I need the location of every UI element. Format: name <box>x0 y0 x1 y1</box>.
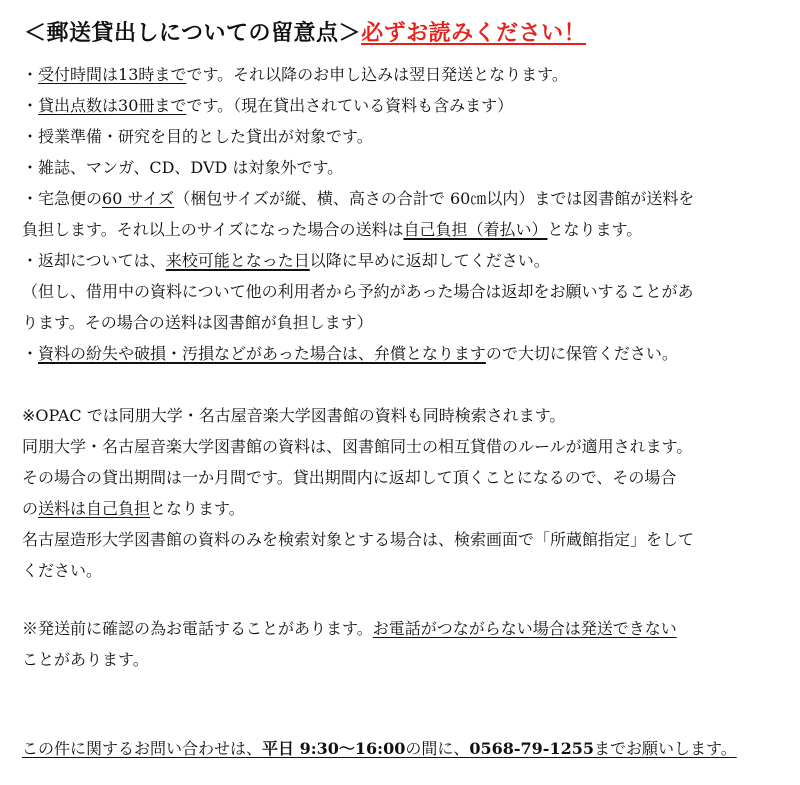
opac-note-3: その場合の貸出期間は一か月間です。貸出期間内に返却して頂くことになるので、その場合 <box>22 468 677 487</box>
rule-return-note-cont: ります。その場合の送料は図書館が負担します） <box>22 313 373 332</box>
contact-info: この件に関するお問い合わせは、平日 9:30～16:00の間に、0568-79-1255までお願いします。 <box>22 739 737 758</box>
opac-note-6: ください。 <box>22 561 103 580</box>
rule-shipping-size: ・宅急便の60 サイズ（梱包サイズが縦、横、高さの合計で 60㎝以内）までは図書館が送料を <box>22 189 695 208</box>
opac-shipping-emph: 送料は自己負担 <box>38 499 151 518</box>
rule-damage-emph: 資料の紛失や破損・汚損などがあった場合は、弁償となります <box>38 344 486 363</box>
phone-note-2: ことがあります。 <box>22 650 149 669</box>
opac-note-4: の送料は自己負担となります。 <box>22 499 245 518</box>
rule-return-emph: 来校可能となった日 <box>165 251 310 270</box>
rule-shipping-cost-emph: 自己負担（着払い） <box>403 220 548 239</box>
rule-return: ・返却については、来校可能となった日以降に早めに返却してください。 <box>22 251 550 270</box>
page-title <box>24 16 794 47</box>
rule-damage: ・資料の紛失や破損・汚損などがあった場合は、弁償となりますので大切に保管ください。 <box>22 344 678 363</box>
rule-loan-limit: ・貸出点数は30冊までです。（現在貸出されている資料も含みます） <box>22 96 514 115</box>
title-warning: 必ずお読みください！ <box>361 21 587 46</box>
phone-note-1: ※発送前に確認の為お電話することがあります。お電話がつながらない場合は発送できない <box>22 619 677 638</box>
rule-shipping-cost: 負担します。それ以上のサイズになった場合の送料は自己負担（着払い）となります。 <box>22 220 643 239</box>
rule-loan-limit-emph: 貸出点数は30冊まで <box>38 96 187 115</box>
title-main: ＜郵送貸出しについての留意点＞ <box>24 21 362 46</box>
contact-phone-number: 0568-79-1255 <box>469 739 594 758</box>
opac-note-1: ※OPAC では同朋大学・名古屋音楽大学図書館の資料も同時検索されます。 <box>22 406 566 425</box>
rule-excluded-items: ・雑誌、マンガ、CD、DVD は対象外です。 <box>22 158 344 177</box>
rule-shipping-size-emph: 60 サイズ <box>102 189 175 208</box>
rule-return-note: （但し、借用中の資料について他の利用者から予約があった場合は返却をお願いすることがあ <box>22 282 694 301</box>
phone-note-emph: お電話がつながらない場合は発送できない <box>372 619 677 638</box>
rule-purpose: ・授業準備・研究を目的とした貸出が対象です。 <box>22 127 373 146</box>
contact-hours: 平日 9:30～16:00 <box>262 739 406 758</box>
opac-note-5: 名古屋造形大学図書館の資料のみを検索対象とする場合は、検索画面で「所蔵館指定」をして <box>22 530 695 549</box>
opac-note-2: 同朋大学・名古屋音楽大学図書館の資料は、図書館同士の相互貸借のルールが適用されます。 <box>22 437 693 456</box>
rule-reception-time: ・受付時間は13時までです。それ以降のお申し込みは翌日発送となります。 <box>22 65 568 84</box>
rule-reception-time-emph: 受付時間は13時まで <box>38 65 187 84</box>
